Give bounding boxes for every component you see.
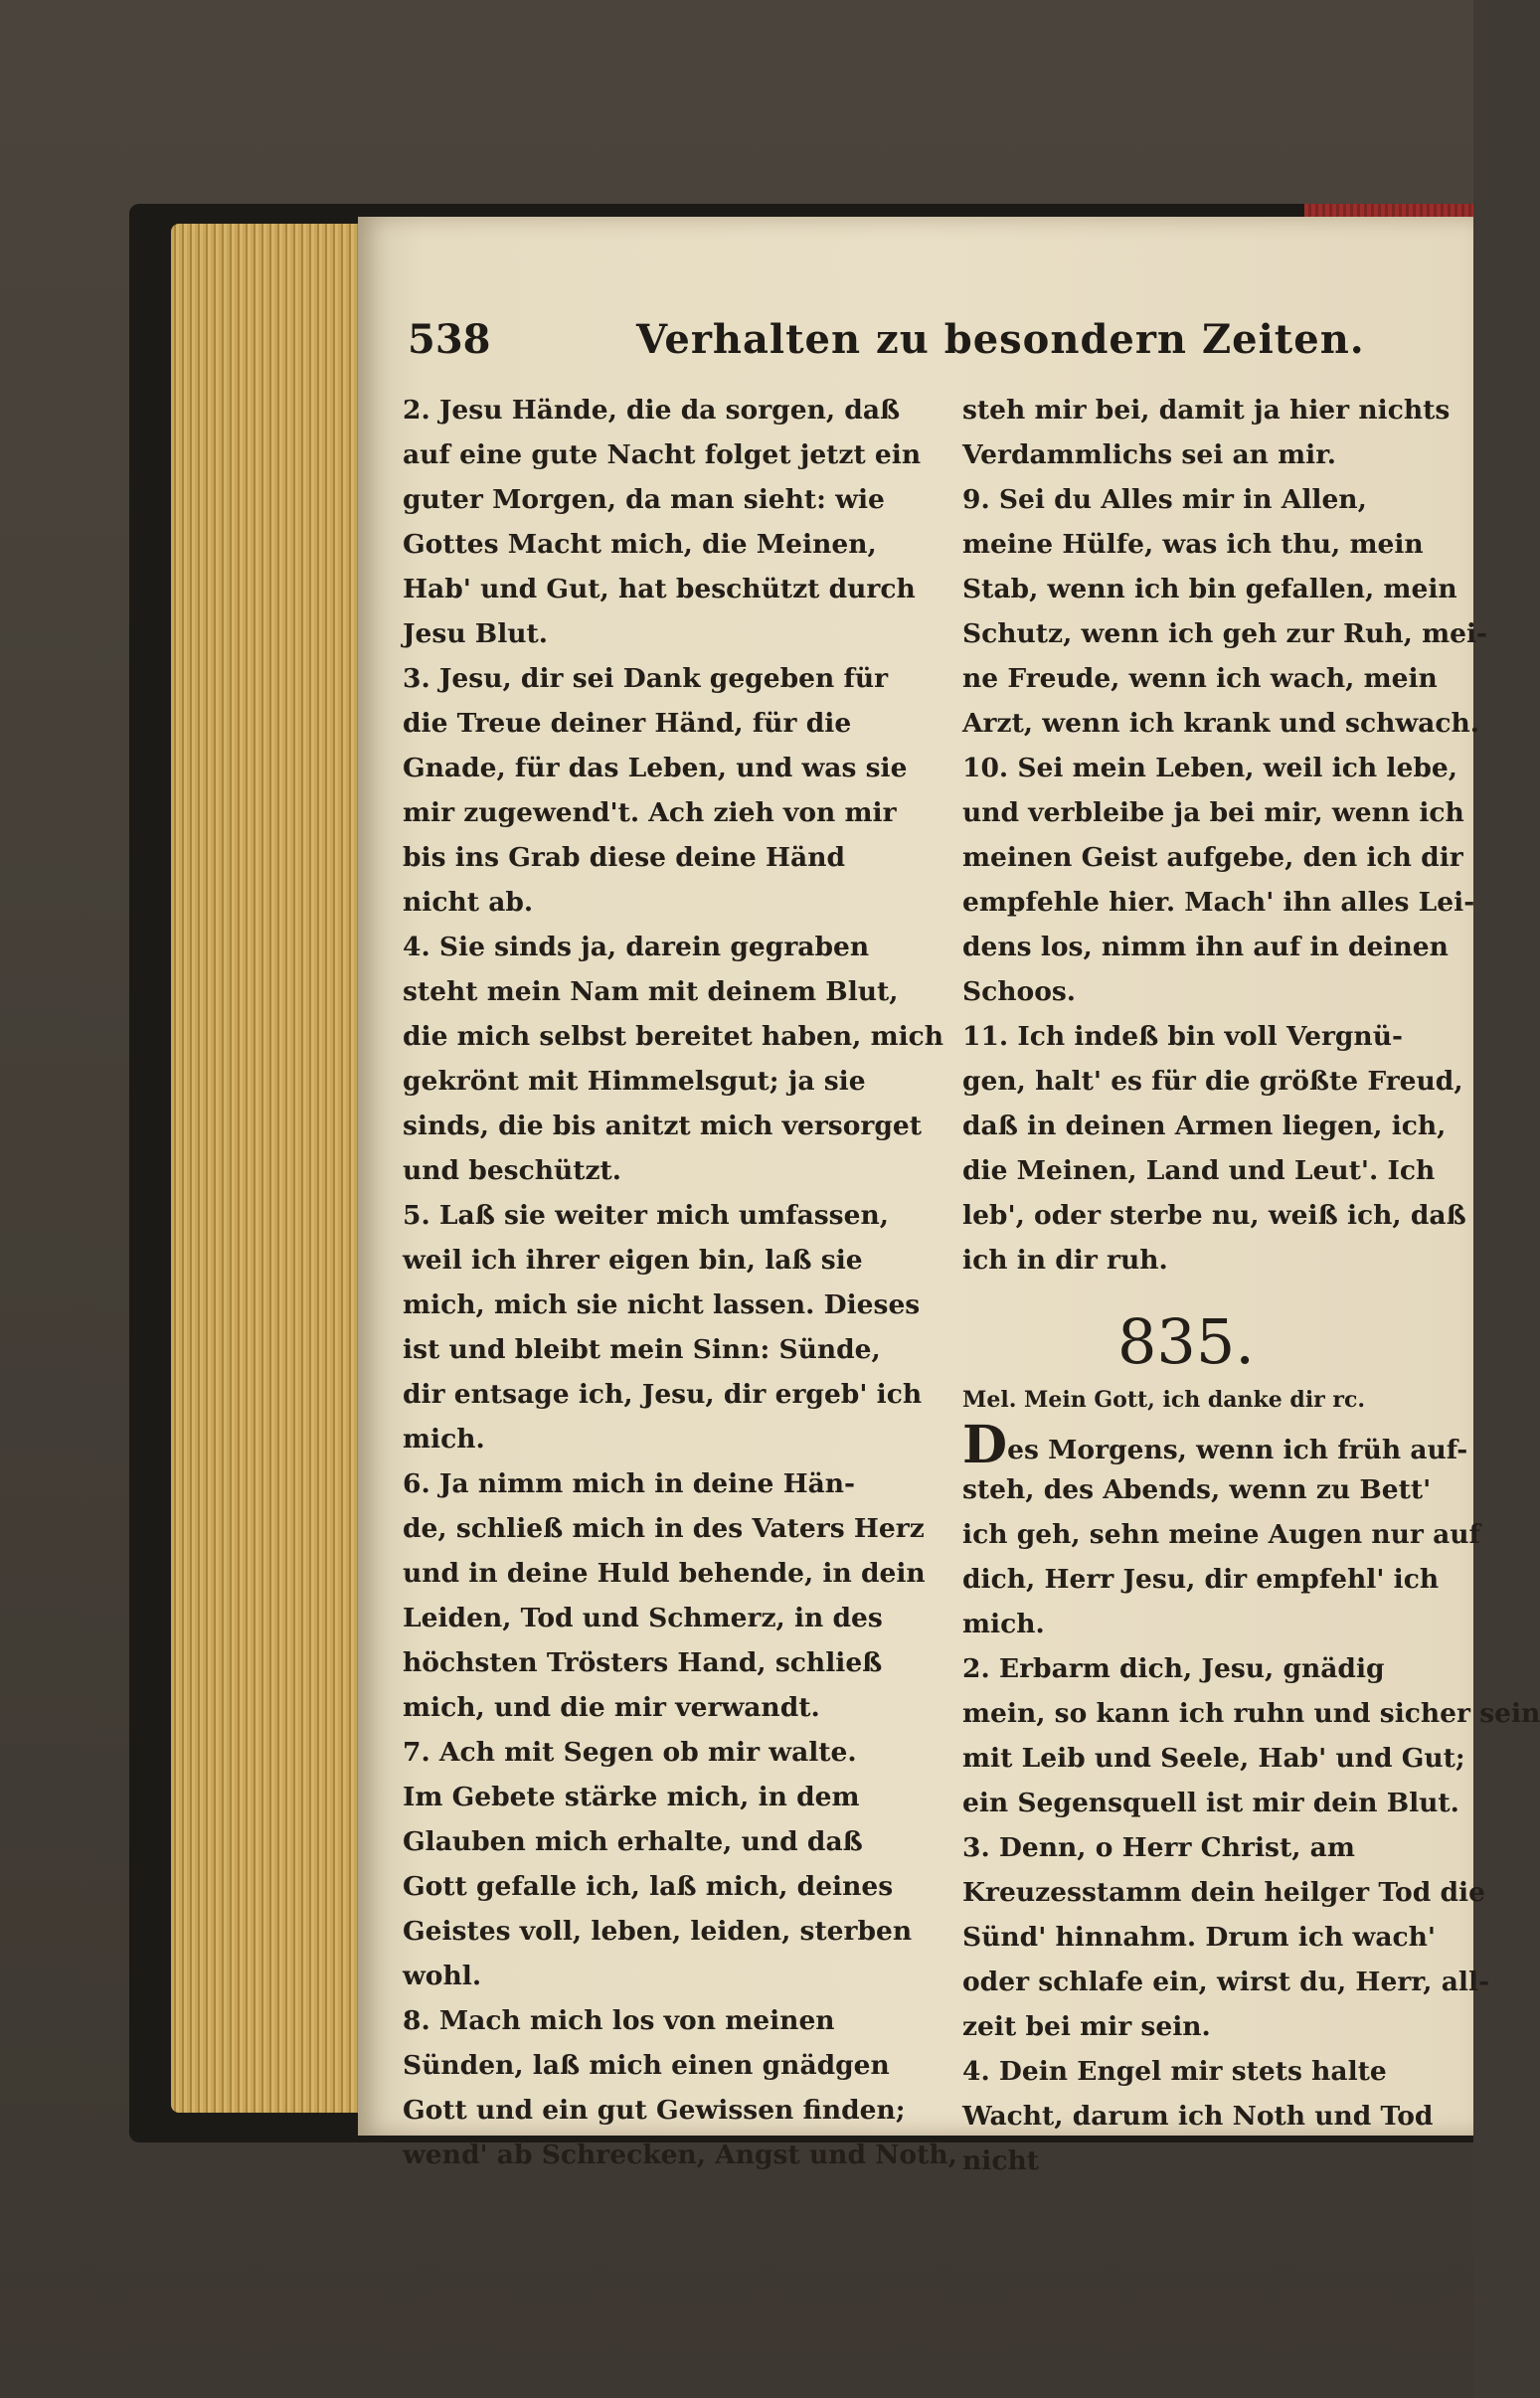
text-line: ich geh, sehn meine Augen nur auf [962, 1519, 1480, 1550]
text-line: höchsten Trösters Hand, schließ [403, 1647, 883, 1678]
text-line: de, schließ mich in des Vaters Herz [403, 1513, 925, 1544]
text-line: Sünden, laß mich einen gnädgen [403, 2050, 890, 2081]
right-column-bottom [962, 1467, 1540, 2183]
hymn-number: 835. [1116, 1305, 1256, 1378]
text-line: und verbleibe ja bei mir, wenn ich [962, 797, 1464, 828]
text-line: Verdammlichs sei an mir. [962, 439, 1337, 470]
text-line: Gott und ein gut Gewissen finden; [403, 2095, 906, 2126]
text-line: Kreuzesstamm dein heilger Tod die [962, 1877, 1485, 1908]
page-header [408, 316, 1402, 376]
text-line: Gnade, für das Leben, und was sie [403, 753, 908, 783]
text-line: mit Leib und Seele, Hab' und Gut; [962, 1743, 1465, 1774]
text-line: 4. Dein Engel mir stets halte [962, 2056, 1387, 2087]
text-line: leb', oder sterbe nu, weiß ich, daß [962, 1200, 1466, 1231]
text-line: wend' ab Schrecken, Angst und Noth, [403, 2140, 957, 2170]
text-line: ich in dir ruh. [962, 1245, 1168, 1276]
text-line: Geistes voll, leben, leiden, sterben [403, 1916, 913, 1947]
text-line: und in deine Huld behende, in dein [403, 1558, 926, 1589]
text-line: 8. Mach mich los von meinen [403, 2005, 835, 2036]
text-line: Schutz, wenn ich geh zur Ruh, mei- [962, 618, 1488, 649]
left-column [403, 388, 957, 2177]
gilt-page-edges [171, 224, 360, 2113]
text-line: Schoos. [962, 976, 1077, 1007]
text-line: Gottes Macht mich, die Meinen, [403, 529, 877, 560]
text-line: die Treue deiner Händ, für die [403, 708, 852, 739]
text-line: 9. Sei du Alles mir in Allen, [962, 484, 1367, 515]
text-line: 6. Ja nimm mich in deine Hän- [403, 1468, 856, 1499]
text-line: nicht [962, 2145, 1039, 2176]
text-line: 4. Sie sinds ja, darein gegraben [403, 932, 870, 962]
drop-cap: D [962, 1415, 1008, 1475]
text-line: mir zugewend't. Ach zieh von mir [403, 797, 897, 828]
text-line: steht mein Nam mit deinem Blut, [403, 976, 899, 1007]
text-line: 3. Denn, o Herr Christ, am [962, 1832, 1355, 1863]
text-line: wohl. [403, 1961, 482, 1991]
text-line: steh mir bei, damit ja hier nichts [962, 395, 1451, 426]
text-line: Gott gefalle ich, laß mich, deines [403, 1871, 894, 1902]
text-line: mich, und die mir verwandt. [403, 1692, 820, 1723]
text-line: sinds, die bis anitzt mich versorget [403, 1111, 922, 1141]
text-line: zeit bei mir sein. [962, 2011, 1211, 2042]
text-line: weil ich ihrer eigen bin, laß sie [403, 1245, 863, 1276]
running-title: Verhalten zu besondern Zeiten. [636, 316, 1365, 363]
text-line: 5. Laß sie weiter mich umfassen, [403, 1200, 889, 1231]
text-line: 10. Sei mein Leben, weil ich lebe, [962, 753, 1457, 783]
text-line: meine Hülfe, was ich thu, mein [962, 529, 1424, 560]
text-line: Arzt, wenn ich krank und schwach. [962, 708, 1479, 739]
text-line: die Meinen, Land und Leut'. Ich [962, 1155, 1436, 1186]
text-line: mein, so kann ich ruhn und sicher sein [962, 1698, 1540, 1729]
hymn-first-line [962, 1415, 1469, 1475]
text-line: gen, halt' es für die größte Freud, [962, 1066, 1463, 1097]
text-line: guter Morgen, da man sieht: wie [403, 484, 885, 515]
text-line: ist und bleibt mein Sinn: Sünde, [403, 1334, 881, 1365]
text-line: Stab, wenn ich bin gefallen, mein [962, 574, 1457, 604]
right-column-top [962, 388, 1488, 1283]
text-line: die mich selbst bereitet haben, mich [403, 1021, 944, 1052]
text-line: oder schlafe ein, wirst du, Herr, all- [962, 1967, 1490, 1997]
text-line: und beschützt. [403, 1155, 622, 1186]
text-line: gekrönt mit Himmelsgut; ja sie [403, 1066, 866, 1097]
text-line: dir entsage ich, Jesu, dir ergeb' ich [403, 1379, 923, 1410]
text-line: mich. [962, 1609, 1045, 1639]
text-line: steh, des Abends, wenn zu Bett' [962, 1474, 1432, 1505]
text-line: Wacht, darum ich Noth und Tod [962, 2101, 1434, 2132]
text-line: empfehle hier. Mach' ihn alles Lei- [962, 887, 1475, 918]
first-line-text: es Morgens, wenn ich früh auf- [1007, 1435, 1468, 1465]
text-line: 2. Jesu Hände, die da sorgen, daß [403, 395, 901, 426]
text-line: mich. [403, 1424, 485, 1455]
text-line: 2. Erbarm dich, Jesu, gnädig [962, 1653, 1385, 1684]
text-line: bis ins Grab diese deine Händ [403, 842, 846, 873]
text-line: mich, mich sie nicht lassen. Dieses [403, 1289, 921, 1320]
text-line: dens los, nimm ihn auf in deinen [962, 932, 1449, 962]
text-line: Im Gebete stärke mich, in dem [403, 1782, 860, 1812]
text-line: Jesu Blut. [403, 618, 549, 649]
hymn-melody: Mel. Mein Gott, ich danke dir rc. [962, 1387, 1366, 1413]
text-line: Glauben mich erhalte, und daß [403, 1826, 863, 1857]
text-line: 3. Jesu, dir sei Dank gegeben für [403, 663, 889, 694]
page-number: 538 [408, 316, 491, 363]
text-line: Leiden, Tod und Schmerz, in des [403, 1603, 883, 1633]
text-line: meinen Geist aufgebe, den ich dir [962, 842, 1463, 873]
text-line: ein Segensquell ist mir dein Blut. [962, 1788, 1459, 1818]
right-column [962, 388, 1540, 2183]
text-line: ne Freude, wenn ich wach, mein [962, 663, 1438, 694]
text-line: Sünd' hinnahm. Drum ich wach' [962, 1922, 1437, 1953]
text-line: auf eine gute Nacht folget jetzt ein [403, 439, 922, 470]
text-line: Hab' und Gut, hat beschützt durch [403, 574, 916, 604]
text-line: daß in deinen Armen liegen, ich, [962, 1111, 1447, 1141]
text-line: 7. Ach mit Segen ob mir walte. [403, 1737, 857, 1768]
text-line: nicht ab. [403, 887, 534, 918]
text-line: dich, Herr Jesu, dir empfehl' ich [962, 1564, 1440, 1595]
book-page [358, 217, 1540, 2176]
text-line: 11. Ich indeß bin voll Vergnü- [962, 1021, 1403, 1052]
